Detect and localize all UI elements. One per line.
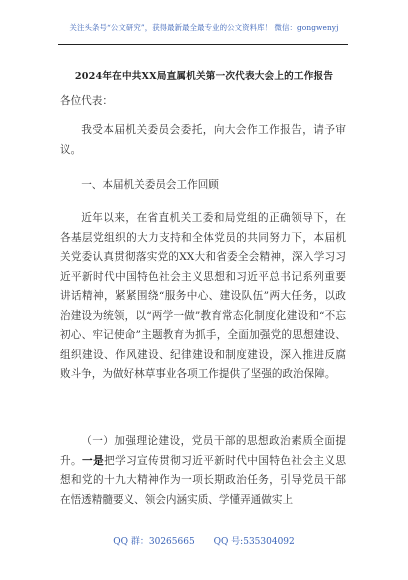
header-divider bbox=[58, 44, 348, 45]
subsection-lead: （一）加强理论建设，党员干部的思想政治素质全面提升。 bbox=[60, 435, 346, 467]
contact-footer bbox=[0, 534, 408, 547]
paragraph-theory-text: 把学习宣传贯彻习近平新时代中国特色社会主义思想和党的十九大精神作为一项长期政治任务，引导党员干部在悟透精髓要义、领会内涵实质、学懂弄通做实上 bbox=[60, 454, 347, 506]
section-heading: 一、本届机关委员会工作回顾 bbox=[81, 179, 219, 191]
paragraph-review: 近年以来，在省直机关工委和局党组的正确领导下，在各基层党组织的大力支持和全体党员的共同努力下，本届机关党委认真贯彻落实党的XX大和省委全会精神，深入学习习近平新时代中国特色社会主义思想和习近平总书记系列重要讲话精神，紧紧围绕“服务中心、建设队伍”两大任务，以政治建设为统领，以“两学一做”教育常态化制度化建设和“不忘初心、牢记使命”主题教育为抓手，全面加强党的思想建设、组织建设、作风建设、纪律建设和制度建设，深入推进反腐败斗争，为做好林草事业各项工作提供了坚强的政治保障。 bbox=[60, 212, 346, 380]
qq-number: QQ 号:535304092 bbox=[213, 537, 295, 547]
qq-group: QQ 群：30265665 bbox=[113, 537, 195, 547]
paragraph-theory bbox=[60, 432, 346, 510]
document-title: 2024年在中共XX局直属机关第一次代表大会上的工作报告 bbox=[74, 71, 334, 82]
greeting: 各位代表： bbox=[60, 95, 113, 107]
bold-marker: 一是 bbox=[82, 454, 105, 467]
intro-paragraph: 我受本届机关委员会委托，向大会作工作报告，请予审议。 bbox=[60, 124, 346, 156]
promo-banner: 关注头条号“公文研究”，获得最新最全最专业的公文资料库！ 微信：gongwenyj bbox=[69, 23, 339, 32]
